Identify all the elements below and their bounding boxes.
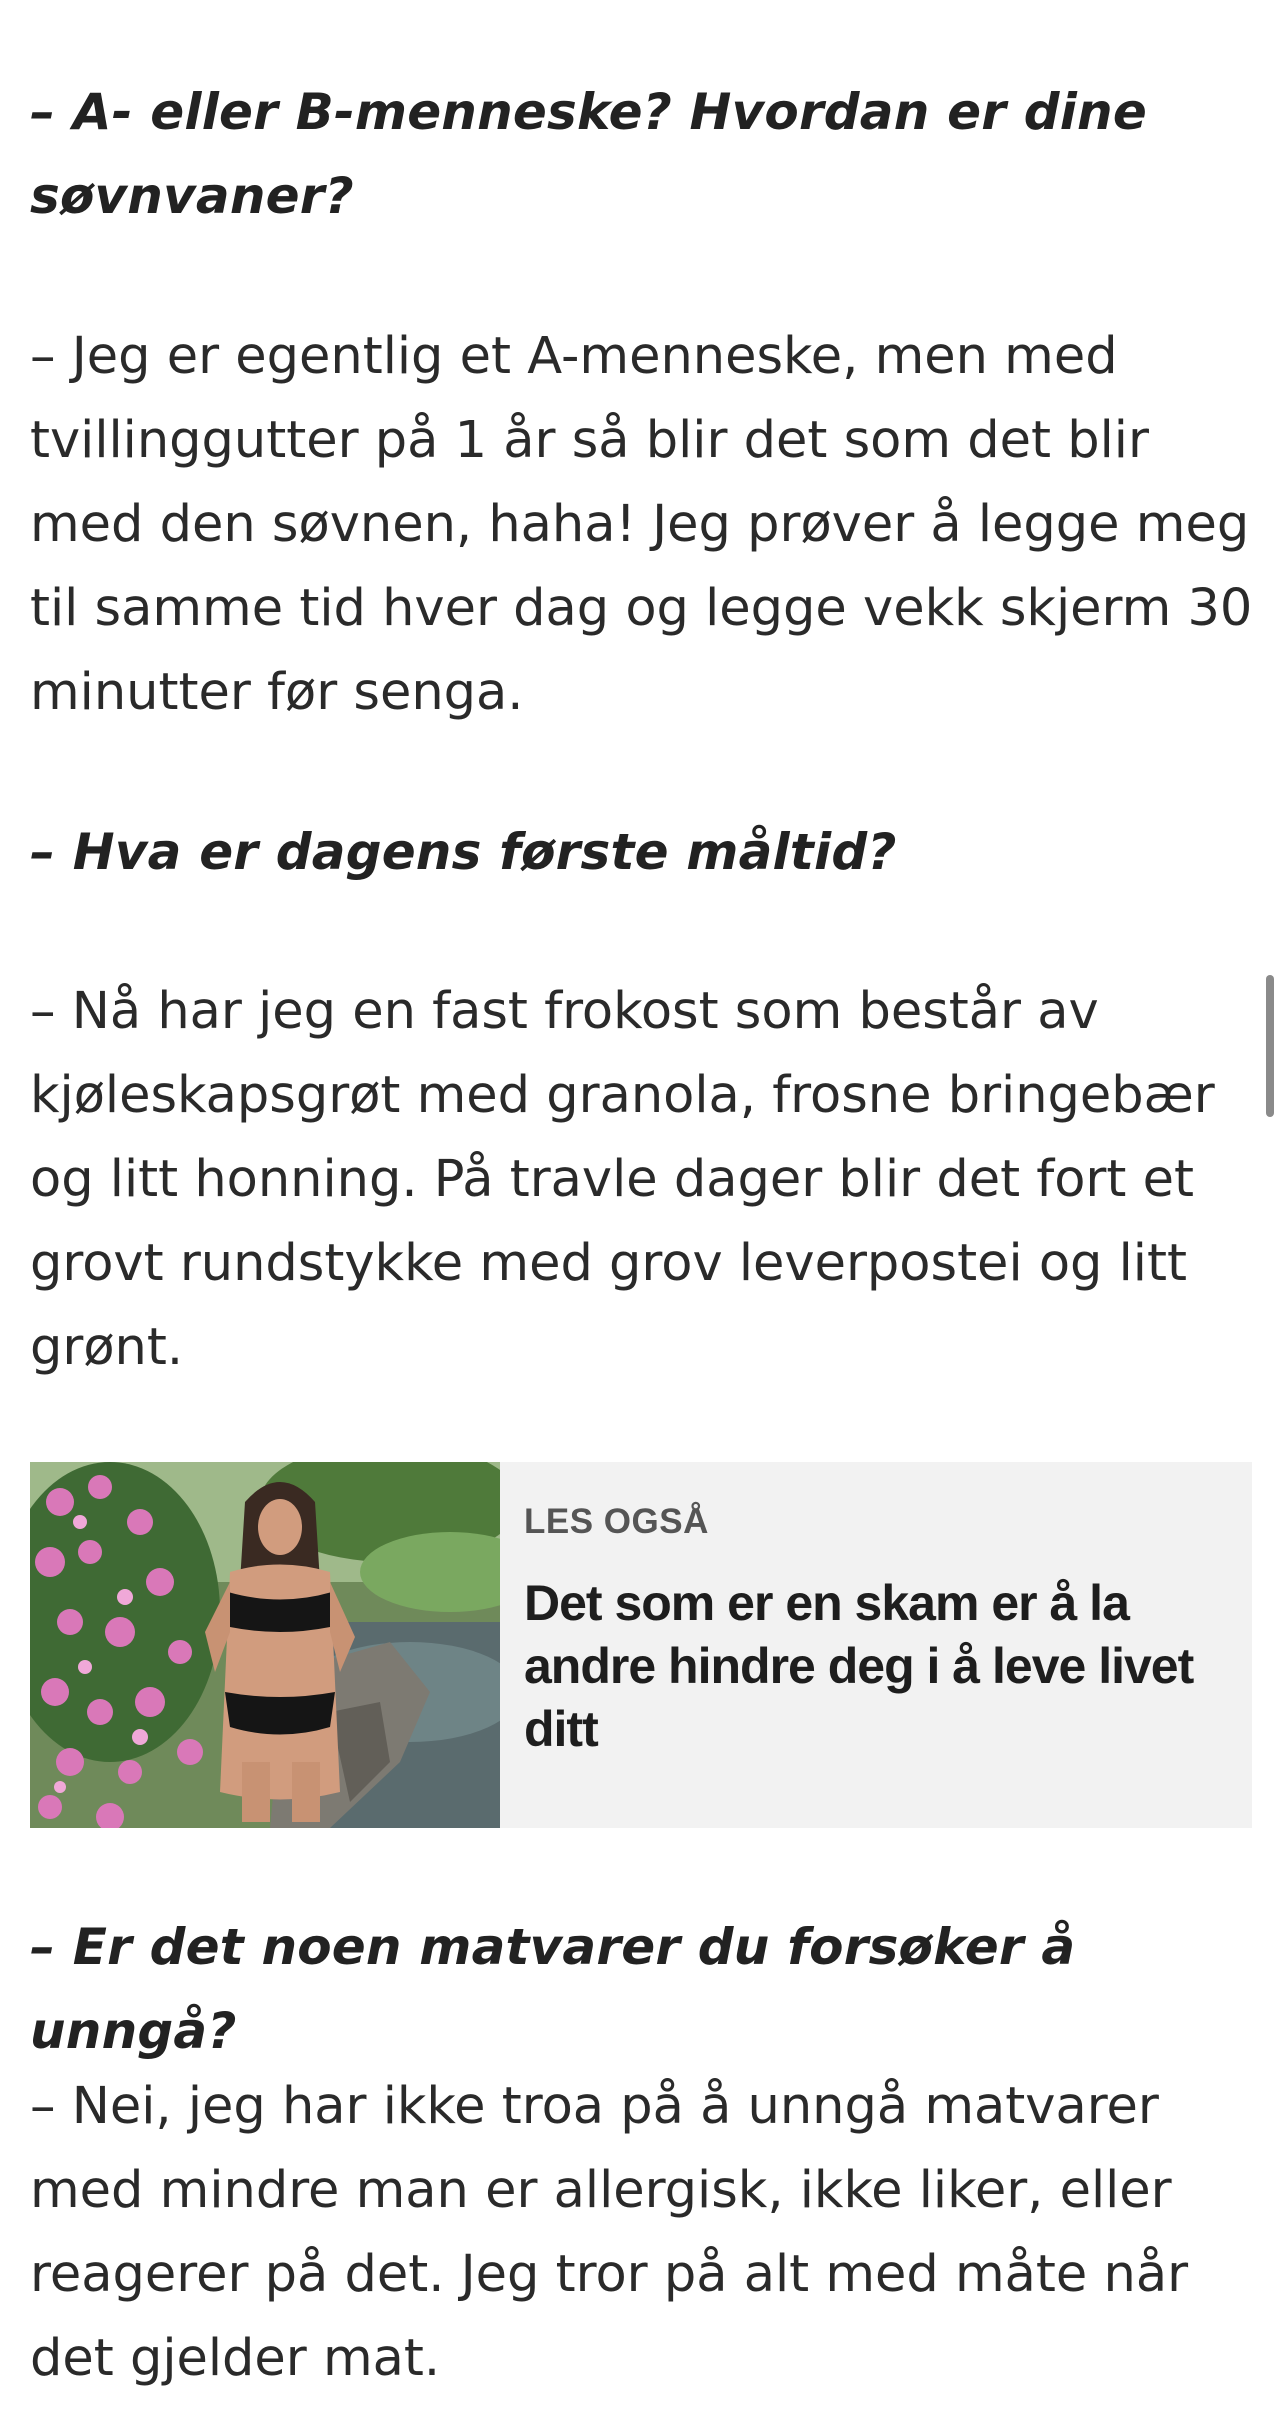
read-also-thumbnail[interactable] bbox=[30, 1462, 500, 1828]
read-also-label: LES OGSÅ bbox=[524, 1502, 709, 1541]
scrollbar-thumb[interactable] bbox=[1266, 975, 1274, 1117]
interview-answer-sleep: – Jeg er egentlig et A-menneske, men med tvillinggutter på 1 år så blir det som det blir med den søvnen, haha! Jeg prøver å legge meg til samme tid hver dag og legge vekk skjerm 30 minutter før senga. bbox=[30, 327, 1253, 722]
interview-answer-breakfast: – Nå har jeg en fast frokost som består av kjøleskapsgrøt med granola, frosne bringebær og litt honning. På travle dager blir det fort et grovt rundstykke med grov leverpostei og litt grønt. bbox=[30, 982, 1215, 1377]
interview-question-breakfast: – Hva er dagens første måltid? bbox=[30, 823, 897, 881]
read-also-card[interactable] bbox=[30, 1462, 1252, 1828]
interview-question-sleep: – A- eller B-menneske? Hvordan er dine søvnvaner? bbox=[30, 83, 1147, 225]
read-also-headline[interactable]: Det som er en skam er å la andre hindre deg i å leve livet ditt bbox=[524, 1575, 1194, 1757]
interview-question-avoid-foods: – Er det noen matvarer du forsøker å unngå? bbox=[30, 1918, 1076, 2060]
interview-answer-avoid-foods: – Nei, jeg har ikke troa på å unngå matvarer med mindre man er allergisk, ikke liker, eller reagerer på det. Jeg tror på alt med måte når det gjelder mat. bbox=[30, 2077, 1189, 2388]
